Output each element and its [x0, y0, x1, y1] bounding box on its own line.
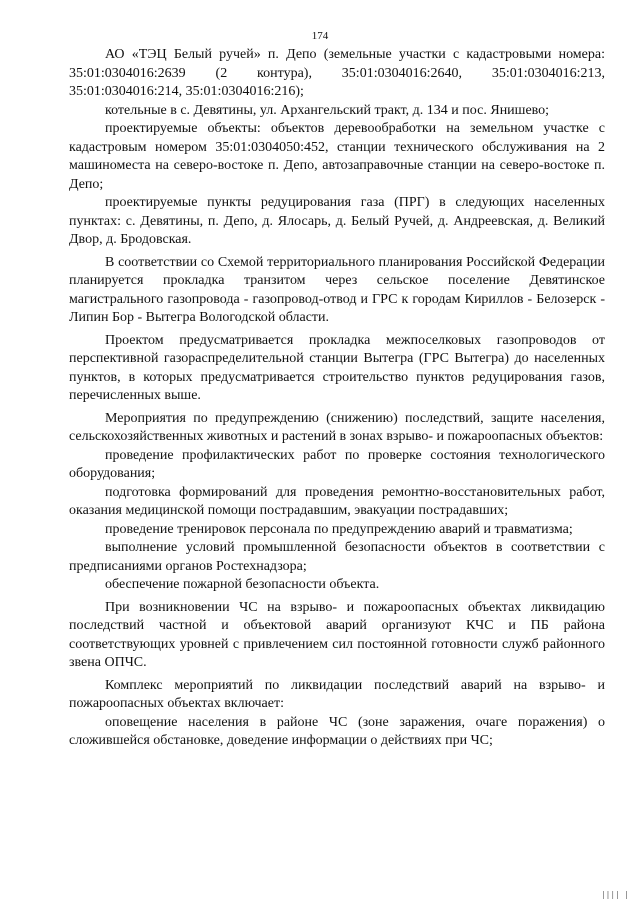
list-item: выполнение условий промышленной безопасности объектов в соответствии с предписаниями органов Ростехнадзора; — [69, 540, 605, 574]
paragraph: В соответствии со Схемой территориального планирования Российской Федерации планируется прокладка транзитом через сельское поселение Девятинское магистрального газопровода - газопровод-отвод и ГРС к городам Кириллов - Белозерск - Липин Бор - Вытегра Вологодской области. — [69, 254, 605, 325]
paragraph: проектируемые пункты редуцирования газа (ПРГ) в следующих населенных пунктах: с. Девятины, п. Депо, д. Ялосарь, д. Белый Ручей, д. Андреевская, д. Великий Двор, д. Бродовская. — [69, 195, 605, 247]
list-item: оповещение населения в районе ЧС (зоне заражения, очаге поражения) о сложившейся обстановке, доведение информации о действиях при ЧС; — [69, 714, 605, 748]
paragraph: Мероприятия по предупреждению (снижению) последствий, защите населения, сельскохозяйственных животных и растений в зонах взрыво- и пожароопасных объектов: — [69, 410, 605, 444]
paragraph: проектируемые объекты: объектов деревообработки на земельном участке с кадастровым номером 35:01:0304050:452, станции технического обслуживания на 2 машиноместа на северо-востоке п. Депо, автозаправочные станции на северо-востоке п. Депо; — [69, 121, 605, 192]
paragraph: Комплекс мероприятий по ликвидации последствий аварий на взрыво- и пожароопасных объектах включает: — [69, 677, 605, 711]
list-item: проведение профилактических работ по проверке состояния технологического оборудования; — [69, 447, 605, 481]
paragraph: При возникновении ЧС на взрыво- и пожароопасных объектах ликвидацию последствий частной и объектовой аварий организуют КЧС и ПБ района соответствующих уровней с привлечением сил постоянной готовности служб районного звена ОПЧС. — [69, 599, 605, 670]
paragraph: Проектом предусматривается прокладка межпоселковых газопроводов от перспективной газораспределительной станции Вытегра (ГРС Вытегра) до населенных пунктов, в которых предусматривается строительство пунктов редуцирования газов, перечисленных выше. — [69, 332, 605, 403]
document-body — [69, 46, 605, 751]
list-item: проведение тренировок персонала по предупреждению аварий и травматизма; — [105, 521, 573, 537]
paragraph: АО «ТЭЦ Белый ручей» п. Депо (земельные участки с кадастровыми номера: 35:01:0304016:2639 (2 контура), 35:01:0304016:2640, 35:01:0304016:213, 35:01:0304016:214, 35:01:0304016:216); — [69, 47, 605, 99]
page-number: 174 — [311, 30, 329, 42]
list-item: подготовка формирований для проведения ремонтно-восстановительных работ, оказания медицинской помощи пострадавшим, эвакуации пострадавших; — [69, 484, 605, 518]
paragraph: котельные в с. Девятины, ул. Архангельский тракт, д. 134 и пос. Янишево; — [105, 102, 550, 118]
scan-mark: |||| | — [601, 890, 630, 899]
list-item: обеспечение пожарной безопасности объекта. — [105, 577, 380, 592]
